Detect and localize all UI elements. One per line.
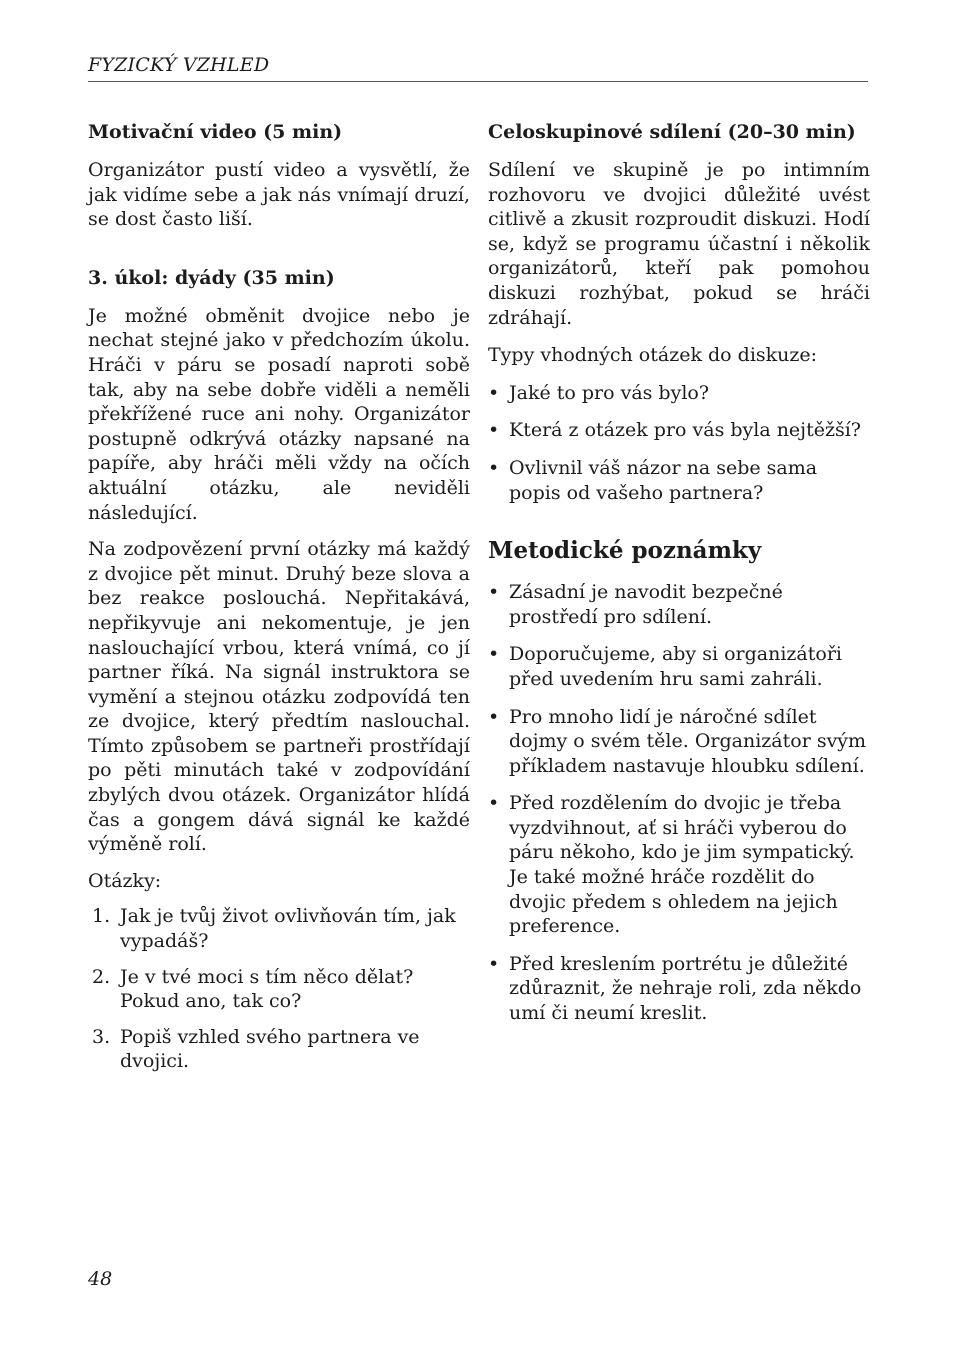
list-item xyxy=(488,952,870,1026)
bullet-text: Která z otázek pro vás byla nejtěžší? xyxy=(509,419,861,442)
group-sharing-paragraph: Sdílení ve skupině je po intimním rozhovoru ve dvojici důležité uvést citlivě a zkusit rozproudit diskuzi. Hodí se, když se programu účastní i několik organizátorů, kteří pak pomohou diskuzi rozhýbat, pokud se hráči zdráhají. xyxy=(488,159,870,329)
bullet-text: Jaké to pro vás bylo? xyxy=(509,381,710,404)
list-item xyxy=(488,705,870,779)
methodical-notes-list xyxy=(488,580,870,1026)
bullet-text: Před rozdělením do dvojic je třeba vyzdvihnout, ať si hráči vyberou do páru někoho, kdo je jim sympatický. Je také možné hráče rozdělit do dvojic předem s ohledem na jejich preference. xyxy=(509,792,855,938)
bullet-text: Doporučujeme, aby si organizátoři před uvedením hru sami zahráli. xyxy=(509,643,842,690)
left-column xyxy=(88,118,470,1074)
question-text: Popiš vzhled svého partnera ve dvojici. xyxy=(120,1025,420,1073)
header-rule xyxy=(88,81,868,82)
bullet-icon: • xyxy=(488,643,500,666)
bullet-icon: • xyxy=(488,705,500,728)
discussion-questions-list xyxy=(488,381,870,505)
list-item xyxy=(488,418,870,443)
bullet-icon: • xyxy=(488,456,500,479)
section-heading-group-sharing: Celoskupinové sdílení (20–30 min) xyxy=(488,121,856,143)
running-title: FYZICKÝ VZHLED xyxy=(88,54,270,76)
page-number: 48 xyxy=(88,1268,113,1290)
section-heading-motivation-video: Motivační video (5 min) xyxy=(88,121,343,143)
section-heading-dyads: 3. úkol: dyády (35 min) xyxy=(88,266,335,289)
questions-label: Otázky: xyxy=(88,869,162,892)
list-number: 3. xyxy=(92,1025,111,1048)
section-heading-methodical-notes: Metodické poznámky xyxy=(488,537,762,565)
bullet-icon: • xyxy=(488,581,500,604)
list-number: 1. xyxy=(92,905,111,928)
bullet-icon: • xyxy=(488,952,500,975)
discussion-questions-label: Typy vhodných otázek do diskuze: xyxy=(488,344,818,367)
bullet-icon: • xyxy=(488,792,500,815)
bullet-text: Ovlivnil váš názor na sebe sama popis od vašeho partnera? xyxy=(509,456,818,504)
bullet-text: Před kreslením portrétu je důležité zdůraznit, že nehraje roli, zda někdo umí či neumí kreslit. xyxy=(509,952,862,1025)
list-item xyxy=(488,381,870,406)
dyads-paragraph-2: Na zodpovězení první otázky má každý z dvojice pět minut. Druhý beze slova a bez reakce poslouchá. Nepřitakává, nepřikyvuje ani nekomentuje, je jen naslouchající vrbou, která vnímá, co jí partner říká. Na signál instruktora se vymění a stejnou otázku zodpovídá ten ze dvojice, který předtím naslouchal. Tímto způsobem se partneři prostřídají po pěti minutách také v zodpovídání zbylých dvou otázek. Organizátor hlídá čas a gongem dává signál ke každé výměně rolí. xyxy=(88,538,470,856)
list-item xyxy=(488,642,870,691)
list-item xyxy=(488,456,870,505)
questions-list xyxy=(88,904,470,1074)
bullet-text: Pro mnoho lidí je náročné sdílet dojmy o svém těle. Organizátor svým příkladem nastavuje hloubku sdílení. xyxy=(509,705,867,777)
question-text: Jak je tvůj život ovlivňován tím, jak vypadáš? xyxy=(120,905,456,953)
list-item xyxy=(488,791,870,939)
right-column xyxy=(488,118,870,1026)
dyads-paragraph-1: Je možné obměnit dvojice nebo je nechat stejné jako v předchozím úkolu. Hráči v páru se posadí naproti sobě tak, aby na sebe dobře viděli a neměli překřížené ruce ani nohy. Organizátor postupně odkrývá otázky napsané na papíře, aby hráči měli vždy na očích aktuální otázku, ale neviděli následující. xyxy=(88,304,470,524)
bullet-icon: • xyxy=(488,419,500,442)
question-text: Je v tvé moci s tím něco dělat? Pokud ano, tak co? xyxy=(120,965,414,1013)
list-item xyxy=(88,904,470,953)
list-number: 2. xyxy=(92,965,111,988)
motivation-video-paragraph: Organizátor pustí video a vysvětlí, že jak vidíme sebe a jak nás vnímají druzí, se dost často liší. xyxy=(88,159,470,231)
bullet-text: Zásadní je navodit bezpečné prostředí pro sdílení. xyxy=(509,581,783,628)
list-item xyxy=(88,1025,470,1074)
bullet-icon: • xyxy=(488,381,500,404)
list-item xyxy=(88,965,470,1014)
list-item xyxy=(488,580,870,629)
